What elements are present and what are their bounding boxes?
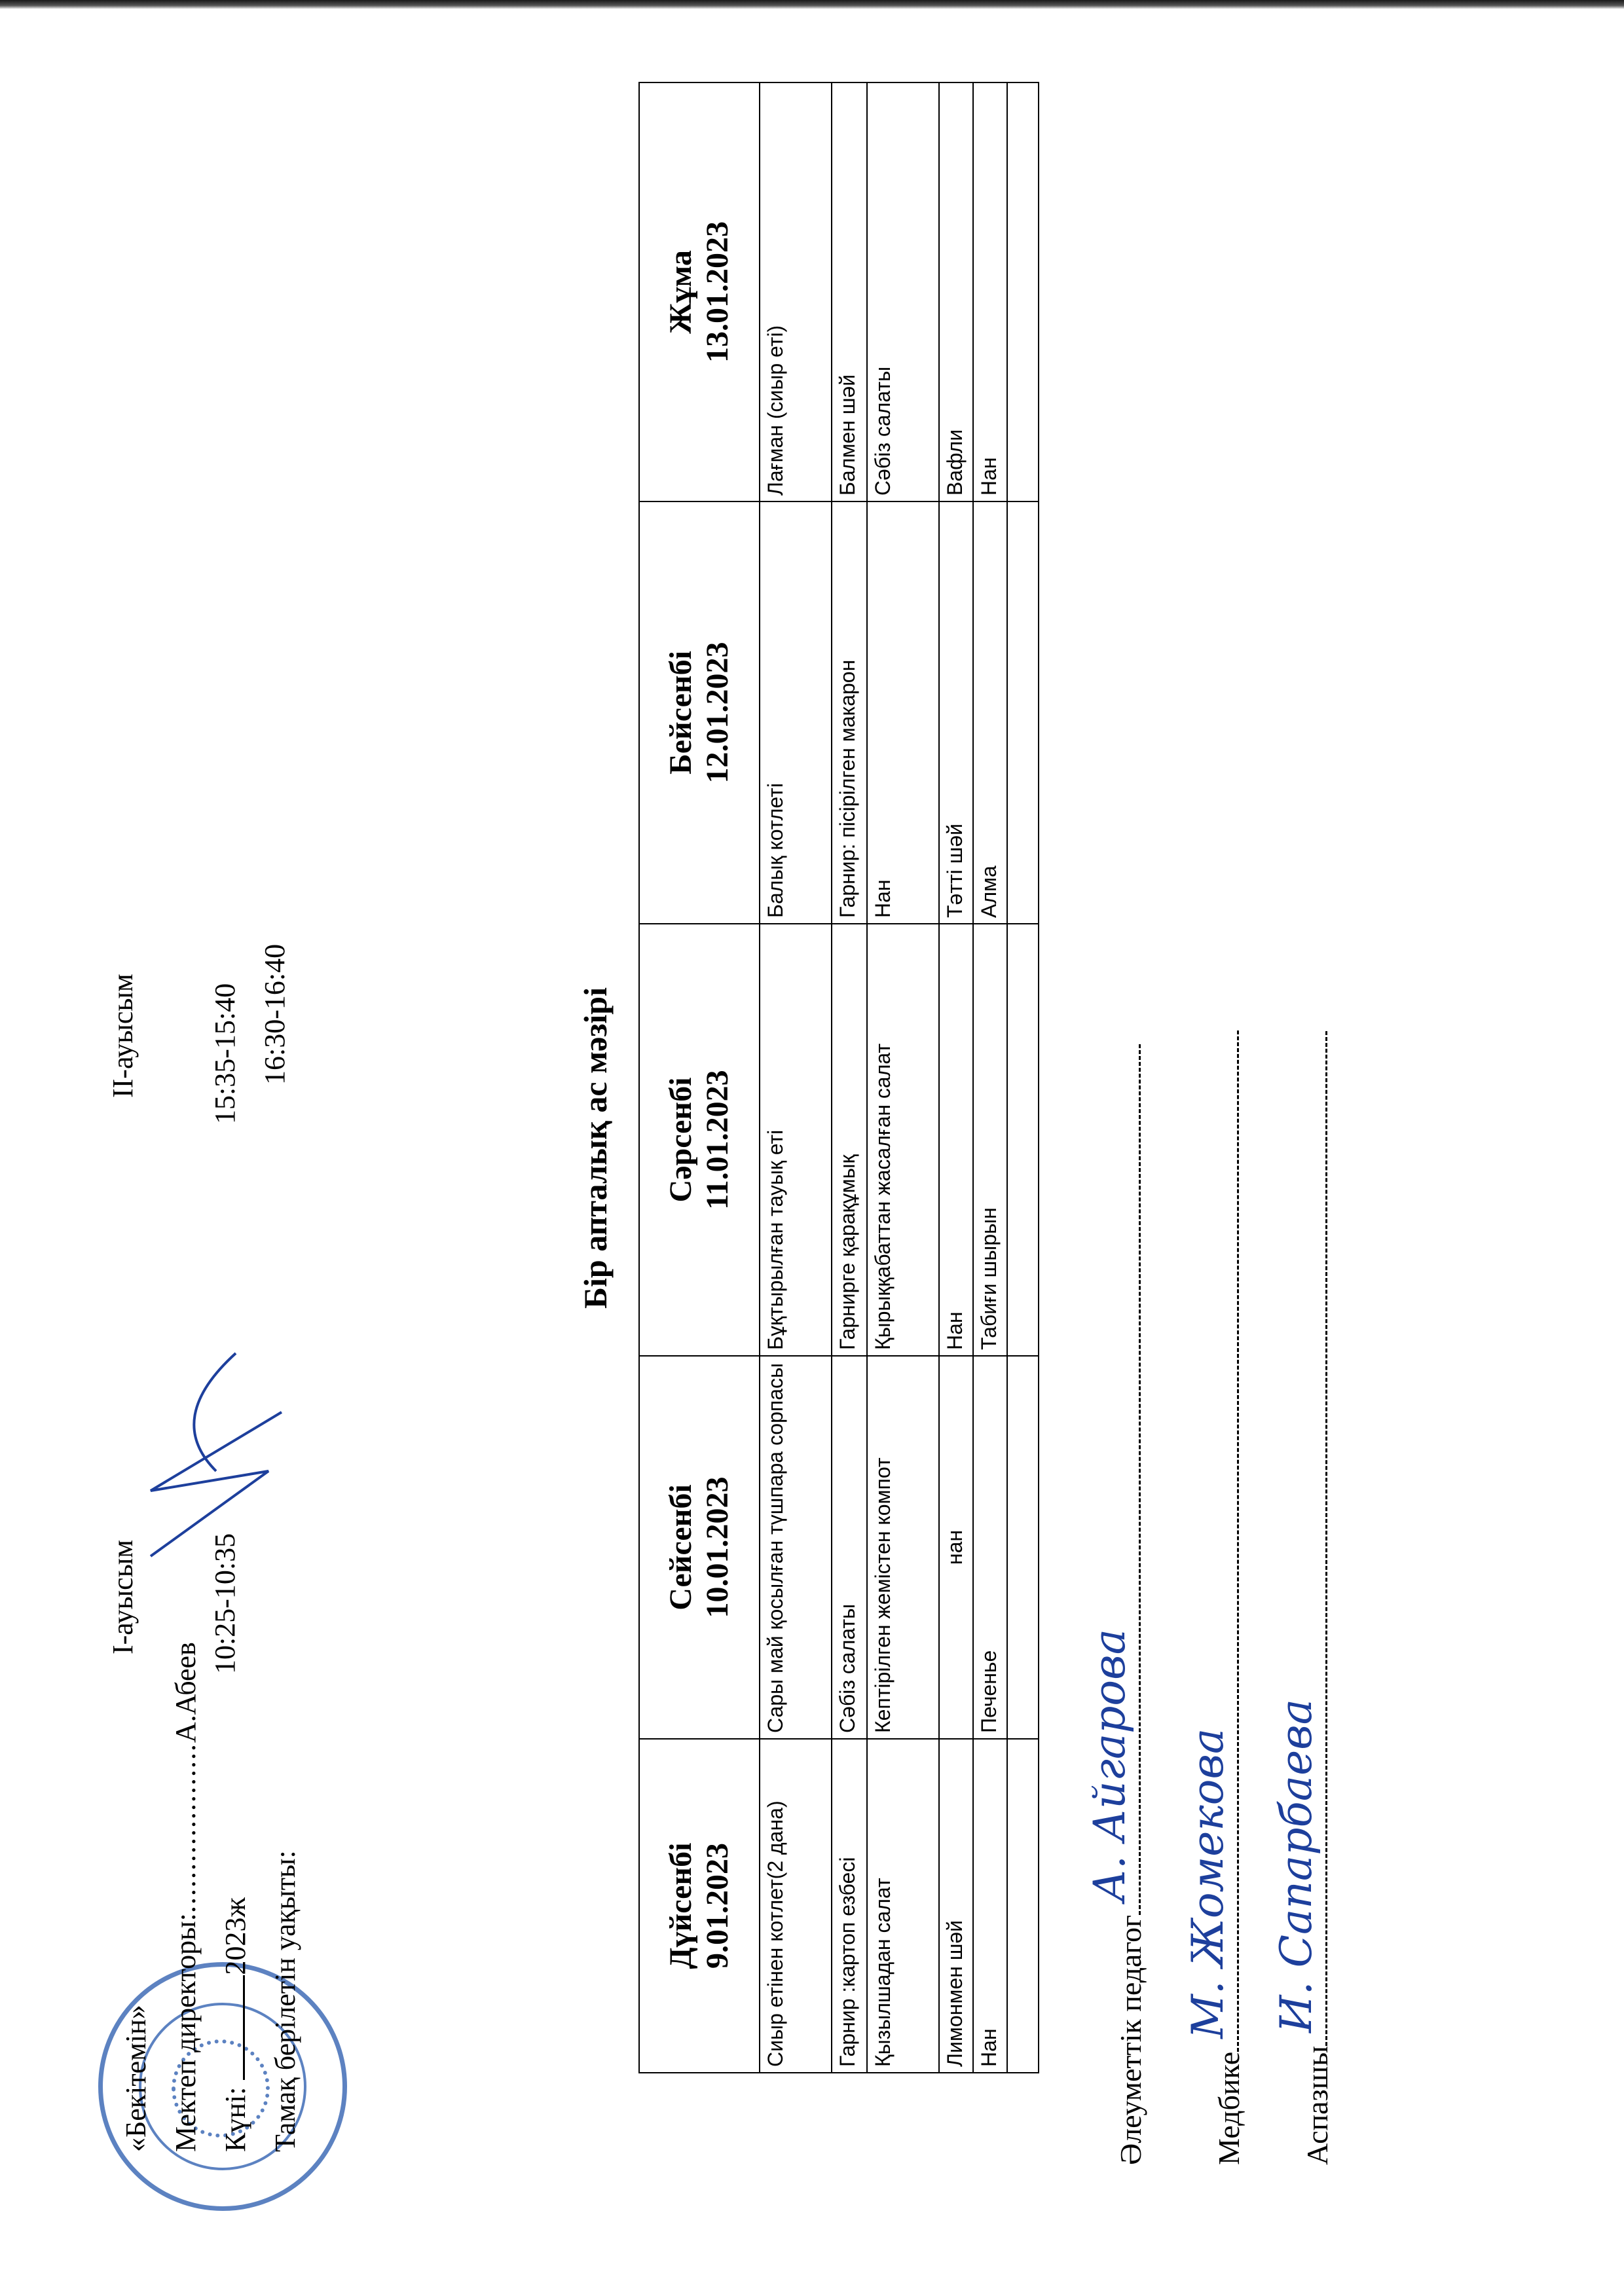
menu-cell: Сары май қосылған түшпара сорпасы xyxy=(760,1356,832,1739)
day-header: Сәрсенбі 11.01.2023 xyxy=(639,924,760,1356)
menu-cell: Нан xyxy=(939,924,973,1356)
menu-cell: Гарнирге қарақұмық xyxy=(832,924,867,1356)
date-line xyxy=(211,1642,261,2152)
menu-cell: Қызылшадан салат xyxy=(867,1739,939,2073)
approve-label: «Бекітемін» xyxy=(120,2005,152,2152)
date-year: 2023ж xyxy=(219,1897,251,1975)
shift1 xyxy=(98,1533,250,1674)
menu-cell: Кептірілген жемістен компот xyxy=(867,1356,939,1739)
menu-cell xyxy=(1007,1739,1039,2073)
menu-cell: Сиыр етінен котлет(2 дана) xyxy=(760,1739,832,2073)
menu-cell: Сәбіз салаты xyxy=(867,82,939,501)
signature-nurse xyxy=(1183,1030,1246,2165)
director-line xyxy=(161,1642,211,2152)
director-label: Мектеп директоры: xyxy=(170,1913,202,2152)
day-header: Жұма 13.01.2023 xyxy=(639,82,760,501)
handwritten-signature: И. Сапарбаева xyxy=(1271,1699,1321,2033)
table-row xyxy=(867,82,939,2073)
shift2 xyxy=(98,943,300,1124)
menu-cell: Қырыққабаттан жасалған салат xyxy=(867,924,939,1356)
table-header-row xyxy=(639,82,760,2073)
weekly-menu-table xyxy=(638,82,1039,2073)
menu-cell: Лағман (сиыр еті) xyxy=(760,82,832,501)
menu-cell xyxy=(1007,1356,1039,1739)
shift1-label: І-ауысым xyxy=(107,1539,139,1654)
menu-cell: Вафли xyxy=(939,82,973,501)
menu-cell: Балық котлеті xyxy=(760,501,832,924)
menu-cell: Нан xyxy=(867,501,939,924)
menu-cell: Сәбіз салаты xyxy=(832,1356,867,1739)
menu-cell: Печенье xyxy=(973,1356,1007,1739)
shift1-time: 10:25-10:35 xyxy=(209,1533,241,1674)
menu-cell: нан xyxy=(939,1356,973,1739)
handwritten-signature: А. Айгарова xyxy=(1084,1629,1135,1902)
shift2-time1: 15:35-15:40 xyxy=(209,983,241,1124)
menu-cell xyxy=(1007,501,1039,924)
director-name: А.Абеев xyxy=(170,1642,202,1743)
day-header: Дүйсенбі 9.01.2023 xyxy=(639,1739,760,2073)
approval-block xyxy=(111,1642,310,2152)
signature-role: Аспазшы xyxy=(1301,2045,1334,2165)
menu-cell xyxy=(1007,924,1039,1356)
signature-social-pedagogue xyxy=(1084,1044,1148,2165)
shift2-time2: 16:30-16:40 xyxy=(259,943,291,1085)
signature-role: Әлеуметтік педагог xyxy=(1114,1914,1147,2165)
menu-cell: Гарнир :картоп езбесі xyxy=(832,1739,867,2073)
menu-cell: Бұқтырылған тауық еті xyxy=(760,924,832,1356)
meal-time-label: Тамақ берілетін уақыты: xyxy=(269,1850,301,2152)
date-label: Күні: xyxy=(219,2086,251,2152)
table-row xyxy=(832,82,867,2073)
director-dots: .................... xyxy=(170,1743,202,1914)
day-header: Сейсенбі 10.01.2023 xyxy=(639,1356,760,1739)
table-row xyxy=(939,82,973,2073)
menu-cell xyxy=(1007,82,1039,501)
signature-role: Медбике xyxy=(1212,2051,1246,2165)
menu-cell: Нан xyxy=(973,82,1007,501)
table-row xyxy=(760,82,832,2073)
page-title: Бір апталық ас мәзірі xyxy=(577,987,614,1309)
menu-cell: Балмен шәй xyxy=(832,82,867,501)
handwritten-signature: М. Жомекова xyxy=(1183,1728,1233,2039)
menu-cell: Алма xyxy=(973,501,1007,924)
shift2-label: ІІ-ауысым xyxy=(107,974,139,1098)
day-header: Бейсенбі 12.01.2023 xyxy=(639,501,760,924)
menu-cell: Табиғи шырын xyxy=(973,924,1007,1356)
menu-cell: Гарнир: пісірілген макарон xyxy=(832,501,867,924)
menu-cell: Лимонмен шәй xyxy=(939,1739,973,2073)
table-row xyxy=(973,82,1007,2073)
menu-cell: Тәтті шәй xyxy=(939,501,973,924)
signature-cook xyxy=(1271,1031,1335,2165)
menu-cell: Нан xyxy=(973,1739,1007,2073)
table-row xyxy=(1007,82,1039,2073)
